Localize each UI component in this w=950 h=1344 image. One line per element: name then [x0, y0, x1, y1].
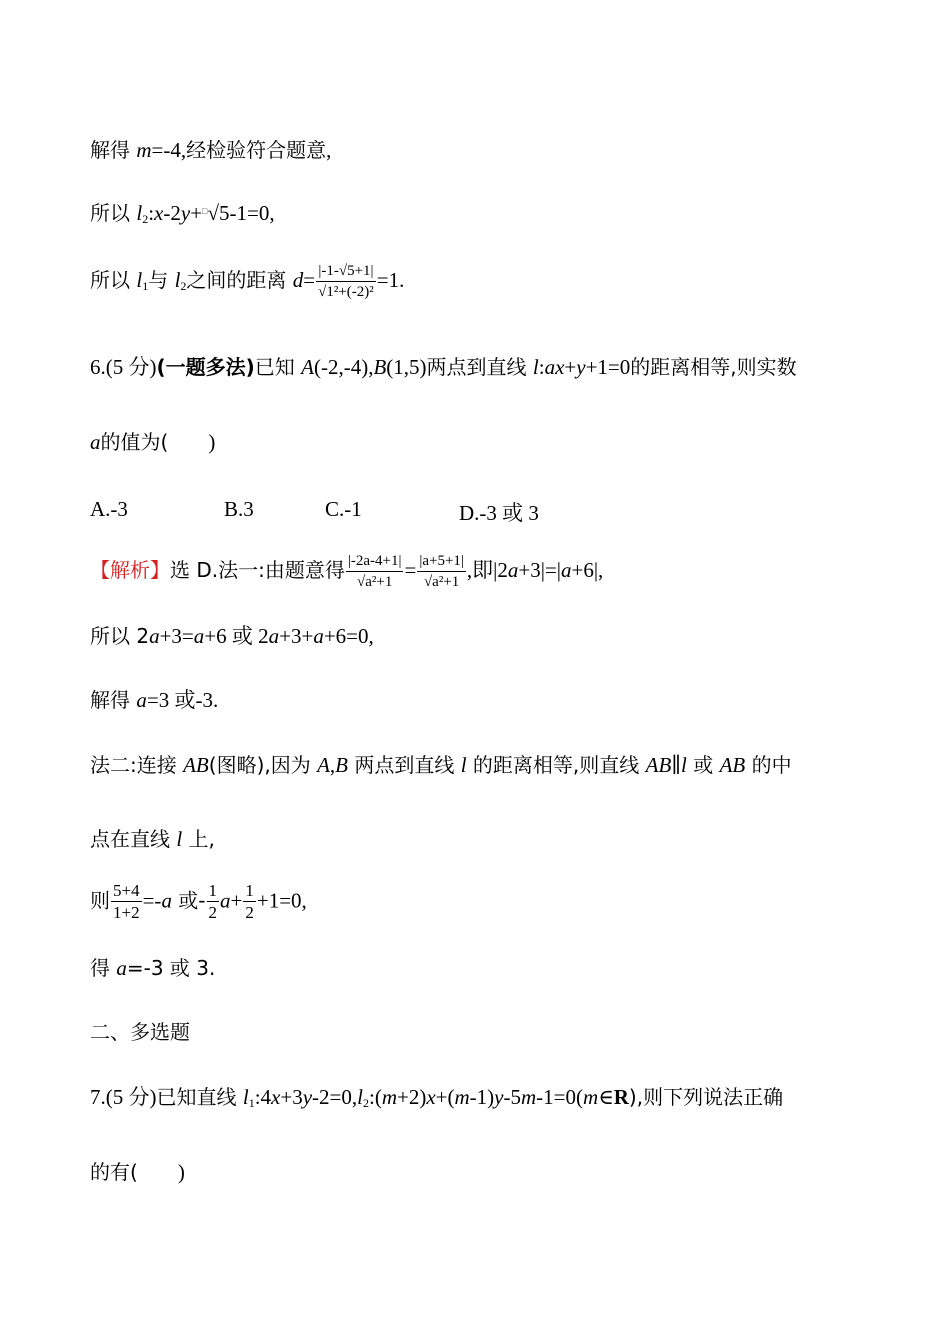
- solution-line-l2: 所以 $l_2:x-2y+^□√5-1=0$,: [90, 201, 275, 226]
- option-c: C.-1: [325, 497, 362, 521]
- question-7-cont: 的有( ): [90, 1160, 185, 1184]
- solution-method-2: 法二:连接 AB(图略),因为 A,B 两点到直线 l 的距离相等,则直线 AB∥l 或 AB 的中: [90, 753, 792, 777]
- question-6: 6.(5 分)(一题多法)已知 A(-2,-4),B(1,5)两点到直线 l:ax+y+1=0的距离相等,则实数: [90, 355, 797, 379]
- solution-method-1: 【解析】选 D.法一:由题意得 $\frac{|-2a-4+1|}{\text{√a²+1}}$ = $\frac{|a+5+1|}{\text{√a²+1}}$ ,即|2a+3|=|a+6|,: [90, 552, 603, 592]
- solution-line-distance: 所以 $l_1$与 $l_2$之间的距离 d= $\frac{|-1-√5+1|}{\text{√1²+(-2)²}}$ =1.: [90, 262, 404, 302]
- solution-method-2-cont: 点在直线 l 上,: [90, 827, 215, 851]
- question-6-cont: a的值为( ): [90, 430, 216, 454]
- solution-result: 解得 a=3 或-3.: [90, 688, 219, 712]
- question-7: 7.(5 分)已知直线 $l_1:4x+3y-2=0,l_2:(m+2)x+(m-1)y-5m-1=0(m\in R)$,则下列说法正确: [90, 1085, 784, 1110]
- half-fraction-1: $\frac{1}{2}$: [208, 881, 218, 923]
- solution-method-2-result: 得 a=-3 或 3.: [90, 956, 216, 980]
- option-d: D.-3 或 3: [459, 501, 539, 525]
- distance-fraction: $\frac{|-1-√5+1|}{\text{√1²+(-2)²}}$: [318, 263, 374, 300]
- fraction-2: $\frac{|a+5+1|}{\text{√a²+1}}$: [419, 553, 464, 590]
- solution-line-m: 解得 m=-4,经检验符合题意,: [90, 138, 332, 162]
- option-a: A.-3: [90, 497, 128, 521]
- solution-method-2-equation: 则 $\frac{5+4}{1+2}$ =-a 或- $\frac{1}{2}$ a+ $\frac{1}{2}$ +1=0,: [90, 880, 307, 925]
- fraction-1: $\frac{|-2a-4+1|}{\text{√a²+1}}$: [347, 553, 402, 590]
- section-heading: 二、多选题: [90, 1020, 190, 1044]
- slope-fraction: $\frac{5+4}{1+2}$: [113, 881, 140, 923]
- option-b: B.3: [224, 497, 254, 521]
- half-fraction-2: $\frac{1}{2}$: [245, 881, 254, 923]
- solution-equation: 所以 2a+3=a+6 或 2a+3+a+6=0,: [90, 624, 374, 648]
